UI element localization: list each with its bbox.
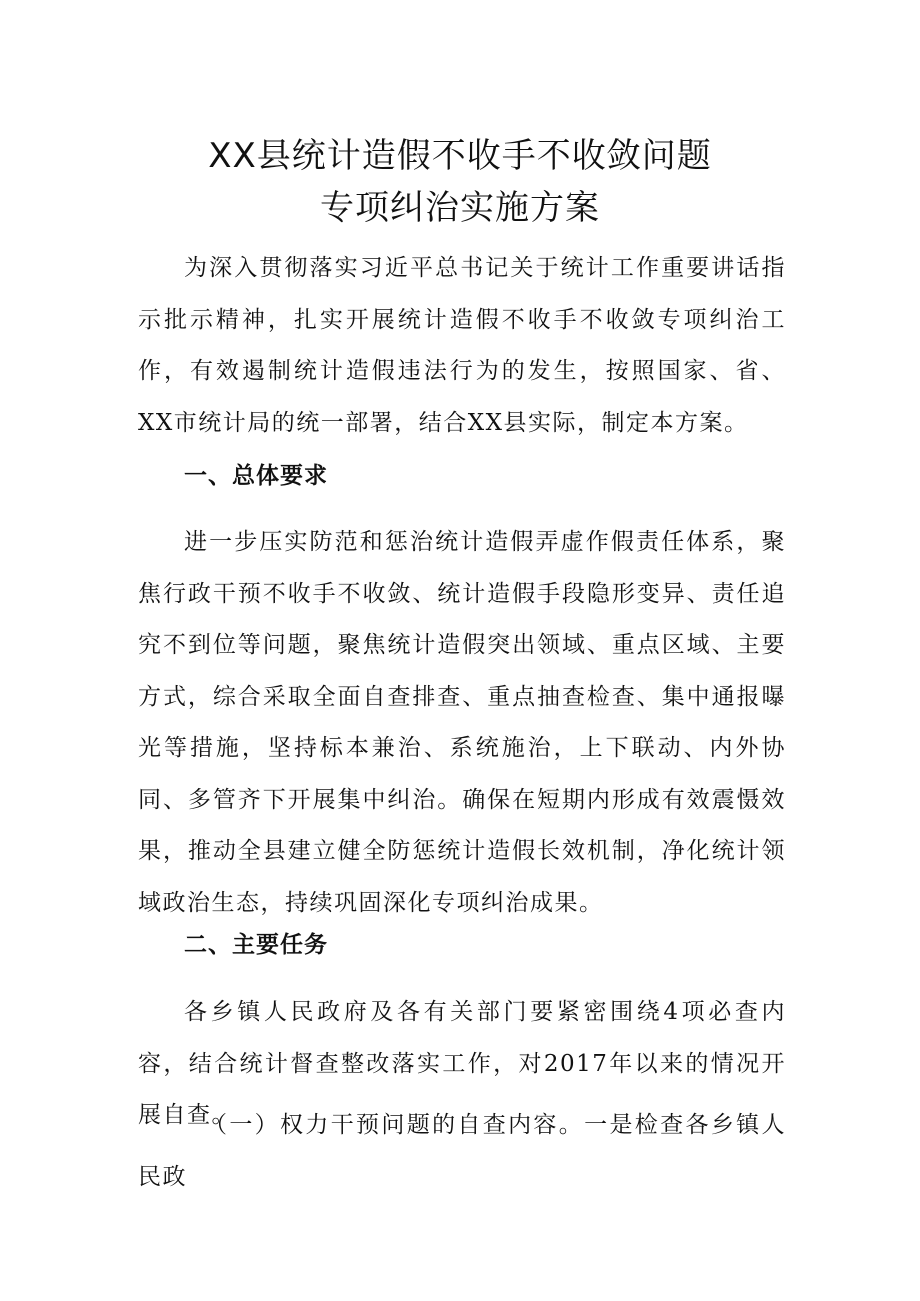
section-heading-general-requirements: 一、总体要求 <box>184 463 328 489</box>
general-requirements-paragraph: 进一步压实防范和惩治统计造假弄虚作假责任体系，聚焦行政干预不收手不收敛、统计造假手段隐形变异、责任追究不到位等问题，聚焦统计造假突出领域、重点区域、主要方式，综合采取全面自查排查、重点抽查检查、集中通报曝光等措施，坚持标本兼治、系统施治，上下联动、内外协同、多管齐下开展集中纠治。确保在短期内形成有效震慑效果，推动全县建立健全防惩统计造假长效机制，净化统计领域政治生态，持续巩固深化专项纠治成果。 <box>138 529 786 916</box>
document-title-line-1: XX县统计造假不收手不收敛问题 <box>208 136 712 176</box>
main-tasks-paragraph: 各乡镇人民政府及各有关部门要紧密围绕4项必查内容，结合统计督查整改落实工作，对2017年以来的情况开展自查。 <box>138 999 786 1128</box>
document-title-line-2: 专项纠治实施方案 <box>320 188 600 228</box>
section-heading-main-tasks: 二、主要任务 <box>184 932 328 958</box>
task-item-1-paragraph: （一）权力干预问题的自查内容。一是检查各乡镇人民政 <box>138 1112 786 1190</box>
intro-paragraph: 为深入贯彻落实习近平总书记关于统计工作重要讲话指示批示精神，扎实开展统计造假不收手不收敛专项纠治工作，有效遏制统计造假违法行为的发生，按照国家、省、XX市统计局的统一部署，结合XX县实际，制定本方案。 <box>138 255 786 436</box>
